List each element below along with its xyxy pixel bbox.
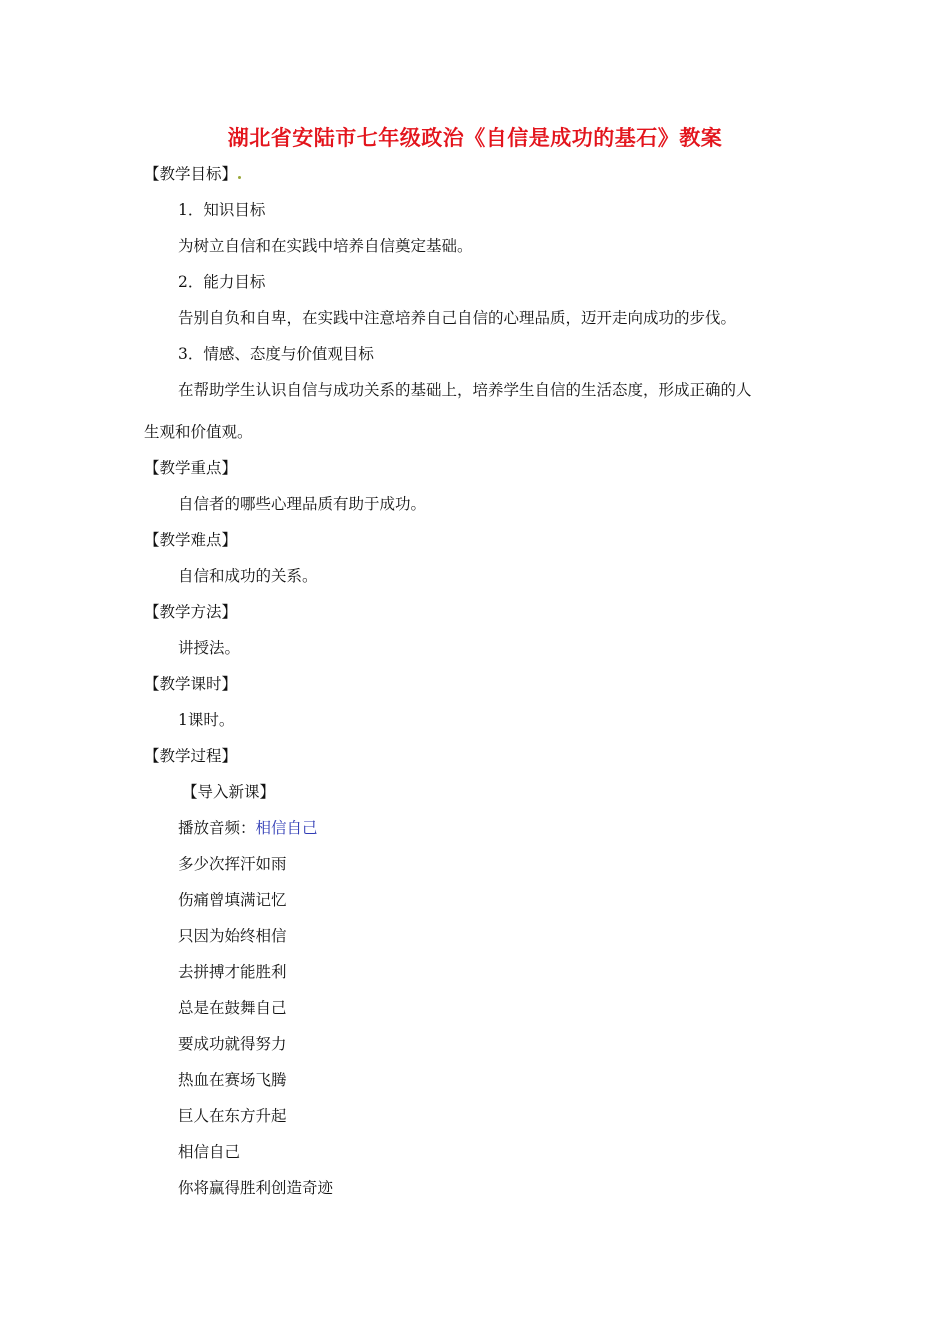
play-audio-line [178, 818, 318, 838]
attitude-objective-text-2: 生观和价值观。 [144, 423, 253, 441]
lyric-line: 只因为始终相信 [178, 927, 287, 945]
ability-objective-label: 2．能力目标 [178, 273, 266, 291]
lyric-line: 巨人在东方升起 [178, 1107, 287, 1125]
hours-text: 1课时。 [178, 711, 235, 729]
intro-heading: 【导入新课】 [182, 783, 276, 801]
lyric-line: 要成功就得努力 [178, 1035, 287, 1053]
lyric-line: 相信自己 [178, 1143, 241, 1161]
process-heading: 【教学过程】 [144, 747, 238, 765]
lyric-line: 多少次挥汗如雨 [178, 855, 287, 873]
play-audio-label: 播放音频： [178, 819, 256, 837]
objectives-heading: 【教学目标】 [144, 164, 242, 184]
lyric-line: 去拼搏才能胜利 [178, 963, 287, 981]
method-heading: 【教学方法】 [144, 603, 238, 621]
knowledge-objective-text: 为树立自信和在实践中培养自信奠定基础。 [178, 237, 473, 255]
mark-dot [238, 176, 241, 179]
difficulties-text: 自信和成功的关系。 [178, 567, 318, 585]
lyric-line: 你将赢得胜利创造奇迹 [178, 1179, 334, 1197]
key-points-heading: 【教学重点】 [144, 459, 238, 477]
hours-heading: 【教学课时】 [144, 675, 238, 693]
key-points-text: 自信者的哪些心理品质有助于成功。 [178, 495, 427, 513]
knowledge-objective-label: 1．知识目标 [178, 201, 266, 219]
lyric-line: 伤痛曾填满记忆 [178, 891, 287, 909]
lyric-line: 总是在鼓舞自己 [178, 999, 287, 1017]
ability-objective-text: 告别自负和自卑，在实践中注意培养自己自信的心理品质，迈开走向成功的步伐。 [178, 309, 737, 327]
attitude-objective-text-1: 在帮助学生认识自信与成功关系的基础上，培养学生自信的生活态度，形成正确的人 [178, 381, 752, 399]
song-title-link[interactable]: 相信自己 [255, 819, 318, 837]
method-text: 讲授法。 [178, 639, 241, 657]
lyric-line: 热血在赛场飞腾 [178, 1071, 287, 1089]
difficulties-heading: 【教学难点】 [144, 531, 238, 549]
attitude-objective-label: 3．情感、态度与价值观目标 [178, 345, 374, 363]
document-title: 湖北省安陆市七年级政治《自信是成功的基石》教案 [227, 126, 723, 150]
